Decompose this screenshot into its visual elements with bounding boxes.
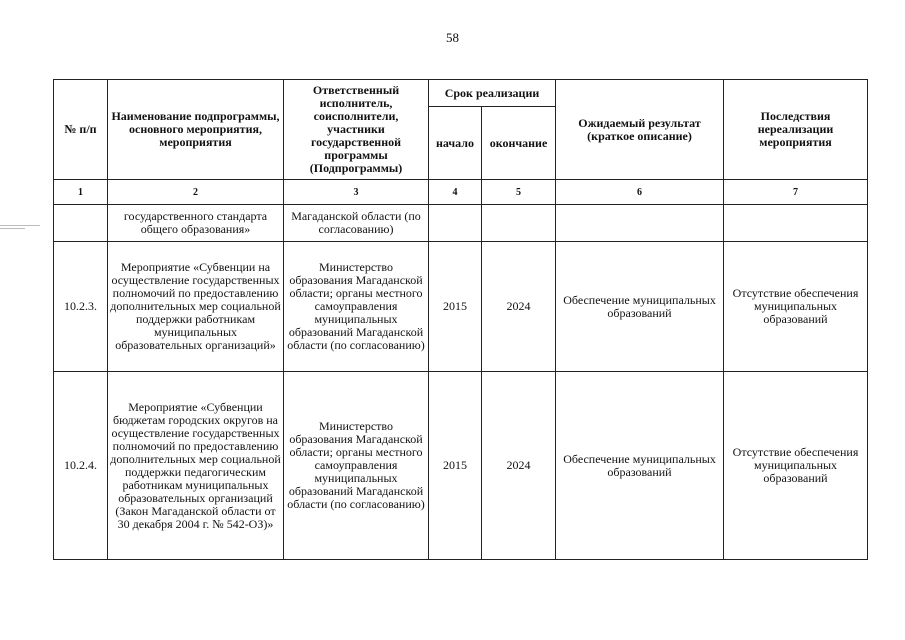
column-number-row xyxy=(54,180,868,205)
cell-num: 10.2.4. xyxy=(54,372,108,560)
cell-start xyxy=(429,205,482,242)
cell-end: 2024 xyxy=(482,372,556,560)
cell-name: Мероприятие «Субвенции на осуществление государственных полномочий по предоставлению дополнительных мер социальной поддержки работникам муниципальных образовательных организаций» xyxy=(108,242,284,372)
cell-name: Мероприятие «Субвенции бюджетам городских округов на осуществление государственных полномочий по предоставлению дополнительных мер социальной поддержки педагогическим работникам муниципальных образовательных организаций (Закон Магаданской области от 30 декабря 2004 г. № 542-ОЗ)» xyxy=(108,372,284,560)
cell-end: 2024 xyxy=(482,242,556,372)
column-number: 1 xyxy=(54,180,108,205)
column-number: 5 xyxy=(482,180,556,205)
cell-num: 10.2.3. xyxy=(54,242,108,372)
cell-end xyxy=(482,205,556,242)
cell-result: Обеспечение муниципальных образований xyxy=(556,242,724,372)
cell-start: 2015 xyxy=(429,372,482,560)
cell-consequences: Отсутствие обеспечения муниципальных образований xyxy=(724,372,868,560)
header-start: начало xyxy=(429,107,482,180)
column-number: 6 xyxy=(556,180,724,205)
page-number: 58 xyxy=(446,30,459,45)
table-row xyxy=(54,372,868,560)
table-row xyxy=(54,205,868,242)
header-result: Ожидаемый результат (краткое описание) xyxy=(556,80,724,180)
cell-name: государственного стандарта общего образования» xyxy=(108,205,284,242)
cell-responsible: Министерство образования Магаданской области; органы местного самоуправления муниципальных образований Магаданской области (по согласованию) xyxy=(284,372,429,560)
column-number: 2 xyxy=(108,180,284,205)
cell-num xyxy=(54,205,108,242)
header-row-top xyxy=(54,80,868,107)
column-number: 3 xyxy=(284,180,429,205)
header-num: № п/п xyxy=(54,80,108,180)
column-number: 7 xyxy=(724,180,868,205)
cell-responsible: Министерство образования Магаданской области; органы местного самоуправления муниципальных образований Магаданской области (по согласованию) xyxy=(284,242,429,372)
cell-consequences xyxy=(724,205,868,242)
cell-consequences: Отсутствие обеспечения муниципальных образований xyxy=(724,242,868,372)
scan-edge-mark xyxy=(0,225,40,226)
cell-result: Обеспечение муниципальных образований xyxy=(556,372,724,560)
header-name: Наименование подпрограммы, основного мероприятия, мероприятия xyxy=(108,80,284,180)
header-term: Срок реализации xyxy=(429,80,556,107)
cell-result xyxy=(556,205,724,242)
cell-responsible: Магаданской области (по согласованию) xyxy=(284,205,429,242)
header-end: окончание xyxy=(482,107,556,180)
program-table xyxy=(53,79,868,560)
header-consequences: Последствия нереализации мероприятия xyxy=(724,80,868,180)
header-responsible: Ответственный исполнитель, соисполнители, участники государственной программы (Подпрограммы) xyxy=(284,80,429,180)
cell-start: 2015 xyxy=(429,242,482,372)
table-row xyxy=(54,242,868,372)
column-number: 4 xyxy=(429,180,482,205)
scan-edge-mark xyxy=(0,228,25,229)
